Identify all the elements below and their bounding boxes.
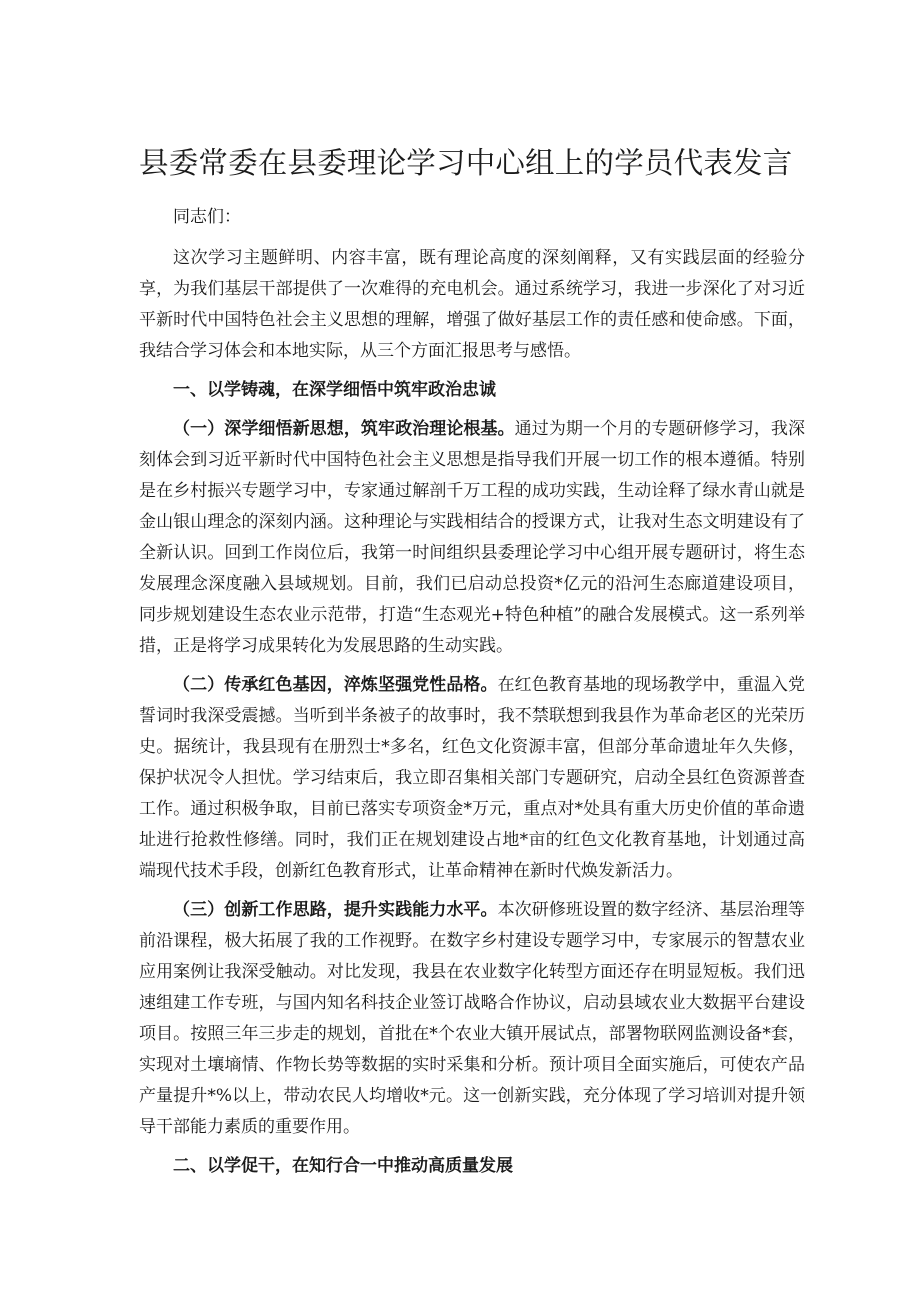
- salutation: 同志们：: [173, 207, 241, 227]
- item-paragraph-3: [139, 895, 805, 1143]
- item-paragraph-2: [139, 670, 805, 887]
- item-text-2: 在红色教育基地的现场教学中，重温入党誓词时我深受震撼。当听到半条被子的故事时，我不禁联想到我县作为革命老区的光荣历史。据统计，我县现有在册烈士*多名，红色文化资源丰富，但部分革命遗址年久失修，保护状况令人担忧。学习结束后，我立即召集相关部门专题研究，启动全县红色资源普查工作。通过积极争取，目前已落实专项资金*万元，重点对*处具有重大历史价值的革命遗址进行抢救性修缮。同时，我们正在规划建设占地*亩的红色文化教育基地，计划通过高端现代技术手段，创新红色教育形式，让革命精神在新时代焕发新活力。: [139, 675, 806, 881]
- document-body: [139, 202, 805, 1190]
- section-heading-1: 一、以学铸魂，在深学细悟中筑牢政治忠诚: [173, 380, 496, 400]
- item-lead-3: （三）创新工作思路，提升实践能力水平。: [173, 900, 498, 920]
- item-text-1: 通过为期一个月的专题研修学习，我深刻体会到习近平新时代中国特色社会主义思想是指导我们开展一切工作的根本遵循。特别是在乡村振兴专题学习中，专家通过解剖千万工程的成功实践，生动诠释了绿水青山就是金山银山理念的深刻内涵。这种理论与实践相结合的授课方式，让我对生态文明建设有了全新认识。回到工作岗位后，我第一时间组织县委理论学习中心组开展专题研讨，将生态发展理念深度融入县域规划。目前，我们已启动总投资*亿元的沿河生态廊道建设项目，同步规划建设生态农业示范带，打造“生态观光+特色种植”的融合发展模式。这一系列举措，正是将学习成果转化为发展思路的生动实践。: [139, 419, 806, 656]
- item-text-3: 本次研修班设置的数字经济、基层治理等前沿课程，极大拓展了我的工作视野。在数字乡村建设专题学习中，专家展示的智慧农业应用案例让我深受触动。对比发现，我县在农业数字化转型方面还存在明显短板。我们迅速组建工作专班，与国内知名科技企业签订战略合作协议，启动县域农业大数据平台建设项目。按照三年三步走的规划，首批在*个农业大镇开展试点，部署物联网监测设备*套，实现对土壤墒情、作物长势等数据的实时采集和分析。预计项目全面实施后，可使农产品产量提升*%以上，带动农民人均增收*元。这一创新实践，充分体现了学习培训对提升领导干部能力素质的重要作用。: [139, 900, 806, 1137]
- intro-paragraph: 这次学习主题鲜明、内容丰富，既有理论高度的深刻阐释，又有实践层面的经验分享，为我们基层干部提供了一次难得的充电机会。通过系统学习，我进一步深化了对习近平新时代中国特色社会主义思想的理解，增强了做好基层工作的责任感和使命感。下面，我结合学习体会和本地实际，从三个方面汇报思考与感悟。: [139, 248, 805, 361]
- document-title: 县委常委在县委理论学习中心组上的学员代表发言: [139, 146, 793, 180]
- item-lead-1: （一）深学细悟新思想，筑牢政治理论根基。: [173, 419, 515, 439]
- section-heading-2: 二、以学促干，在知行合一中推动高质量发展: [173, 1156, 513, 1176]
- item-paragraph-1: [139, 414, 805, 662]
- item-lead-2: （二）传承红色基因，淬炼坚强党性品格。: [173, 675, 498, 695]
